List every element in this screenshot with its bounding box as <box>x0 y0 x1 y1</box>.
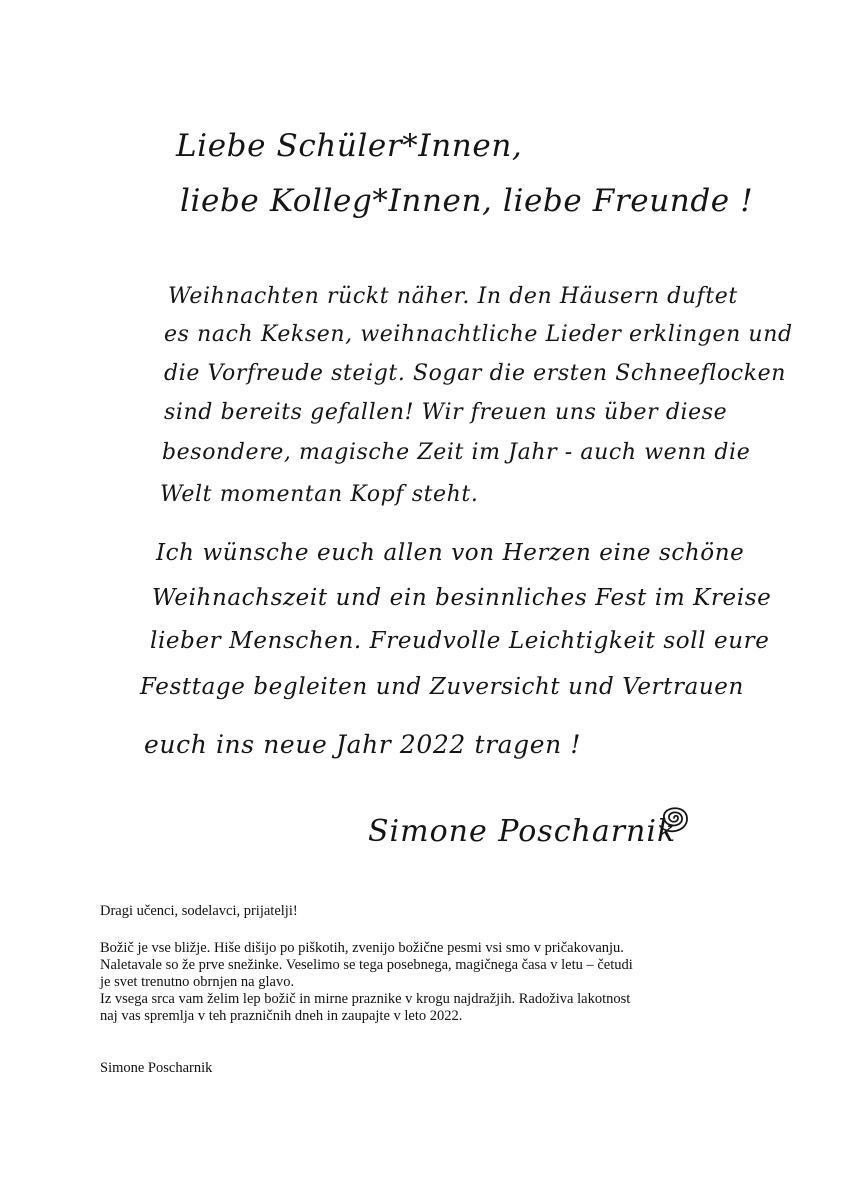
handwritten-paragraph-2-line: euch ins neue Jahr 2022 tragen ! <box>144 730 582 759</box>
handwritten-paragraph-1-line: sind bereits gefallen! Wir freuen uns über diese <box>164 400 728 425</box>
handwritten-paragraph-1-line: Welt momentan Kopf steht. <box>160 482 479 507</box>
typed-body-line: Naletavale so že prve snežinke. Veselimo se tega posebnega, magičnega časa v letu – četudi <box>100 957 633 973</box>
typed-body-line: Iz vsega srca vam želim lep božič in mirne praznike v krogu najdražjih. Radoživa lakotnost <box>100 991 631 1007</box>
typed-signature: Simone Poscharnik <box>100 1060 213 1076</box>
handwritten-paragraph-2-line: Festtage begleiten und Zuversicht und Vertrauen <box>140 674 744 700</box>
handwritten-paragraph-1-line: es nach Keksen, weihnachtliche Lieder erklingen und <box>164 322 793 347</box>
handwritten-greeting-line-2: liebe Kolleg*Innen, liebe Freunde ! <box>180 183 754 219</box>
handwritten-paragraph-2-line: Ich wünsche euch allen von Herzen eine schöne <box>156 540 745 566</box>
handwritten-paragraph-1-line: besondere, magische Zeit im Jahr - auch wenn die <box>162 440 751 465</box>
typed-greeting: Dragi učenci, sodelavci, prijatelji! <box>100 903 298 919</box>
typed-body-line: je svet trenutno obrnjen na glavo. <box>100 974 295 990</box>
handwritten-paragraph-1-line: Weihnachten rückt näher. In den Häusern duftet <box>168 284 738 309</box>
spiral-icon <box>652 796 696 840</box>
handwritten-paragraph-2-line: Weihnachszeit und ein besinnliches Fest im Kreise <box>152 585 772 611</box>
handwritten-paragraph-1-line: die Vorfreude steigt. Sogar die ersten Schneeflocken <box>164 361 787 386</box>
handwritten-greeting-line-1: Liebe Schüler*Innen, <box>176 128 523 164</box>
typed-body-line: naj vas spremlja v teh prazničnih dneh in zaupajte v leto 2022. <box>100 1008 463 1024</box>
typed-body-line: Božič je vse bližje. Hiše dišijo po piškotih, zvenijo božične pesmi vsi smo v pričakovanju. <box>100 940 624 956</box>
handwritten-signature: Simone Poscharnik <box>368 814 677 849</box>
handwritten-paragraph-2-line: lieber Menschen. Freudvolle Leichtigkeit soll eure <box>150 628 770 654</box>
